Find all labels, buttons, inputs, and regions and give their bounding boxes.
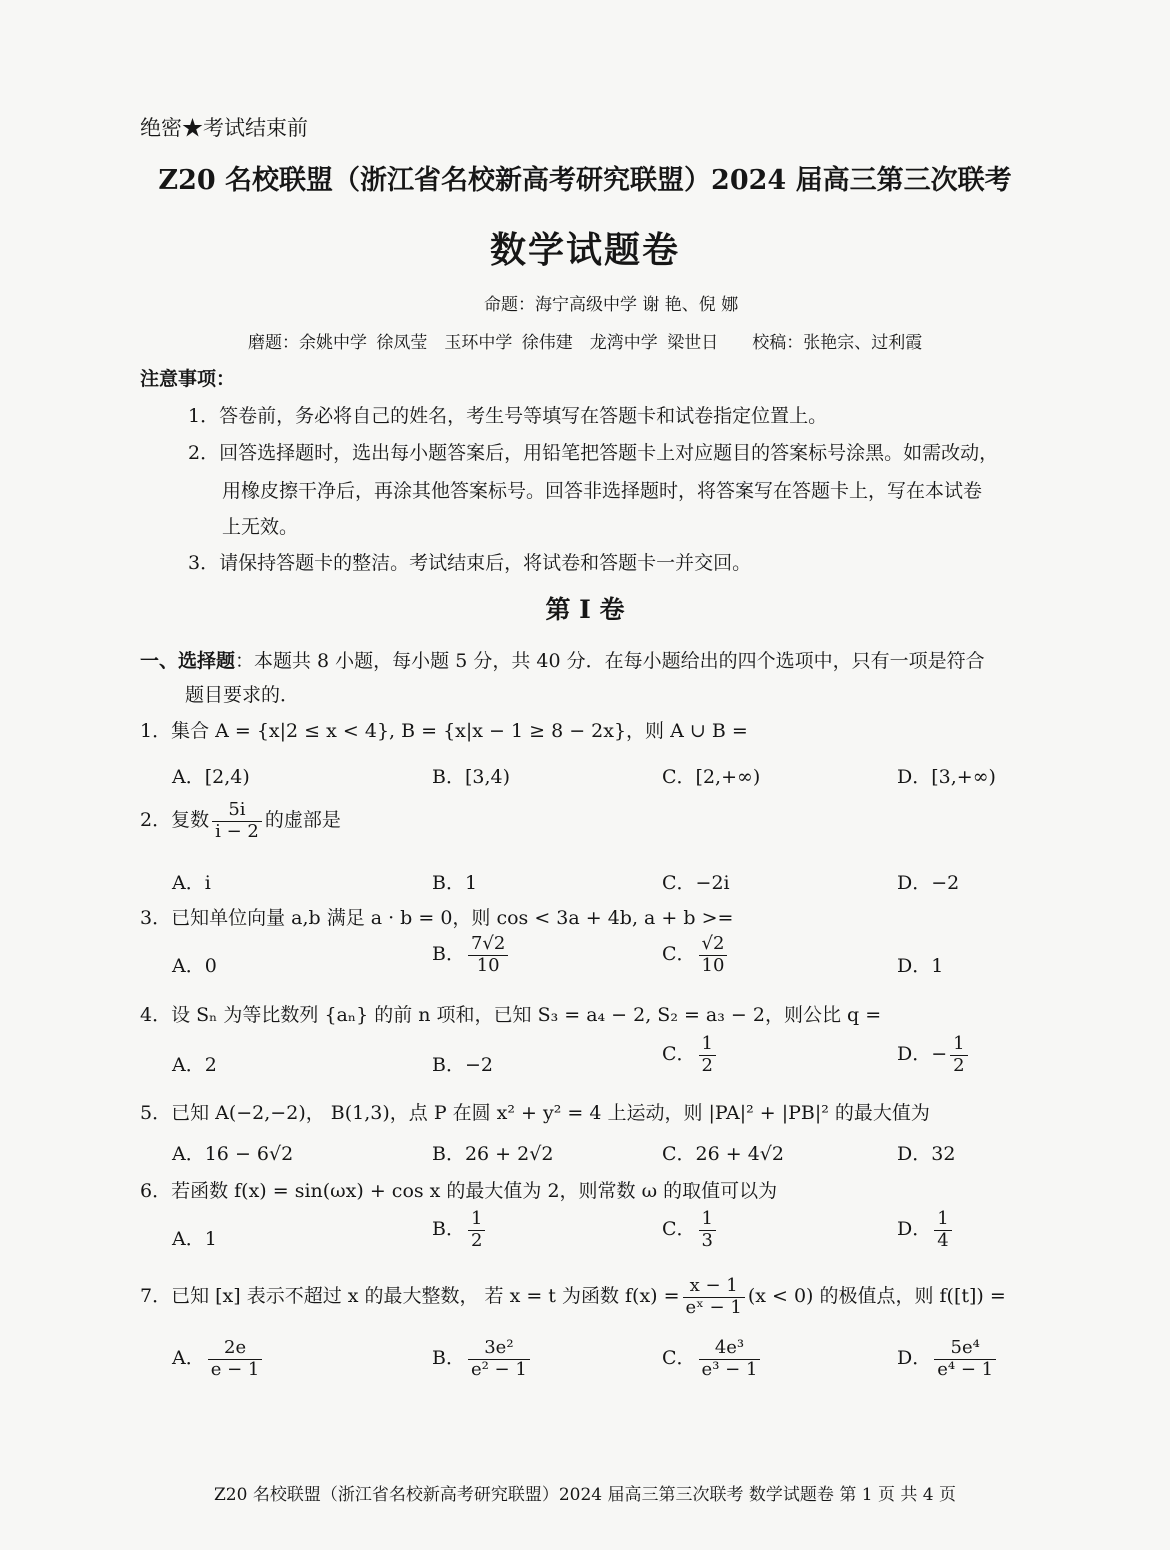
denominator: 2 [468,1230,485,1252]
question-2-stem [140,800,341,842]
q6-option-a: A．1 [172,1228,217,1250]
q7-denominator: eˣ − 1 [683,1297,745,1319]
q6-option-c [662,1209,719,1251]
q3-option-c-label: C． [662,943,696,966]
q5-option-c: C．26 + 4√2 [662,1143,784,1165]
numerator: √2 [701,933,725,954]
q7-option-c-fraction [699,1338,761,1380]
denominator: e² − 1 [468,1359,530,1381]
q7-option-a-fraction [208,1338,263,1380]
q2-option-d: D．−2 [897,872,960,894]
numerator: 1 [937,1208,949,1229]
q6-option-d-label: D． [897,1218,932,1241]
q2-option-a: A．i [172,872,211,894]
q6-option-b-fraction [468,1209,485,1251]
q4-option-b: B．−2 [432,1054,493,1076]
q4-option-d [897,1034,971,1076]
question-3-stem: 3．已知单位向量 a,b 满足 a · b = 0，则 cos < 3a + 4b, a + b >= [140,907,734,929]
denominator: 2 [950,1055,967,1077]
author-credits: 命题：海宁高级中学 谢 艳、倪 娜 [484,295,739,315]
q3-option-b [432,934,511,976]
numerator: 2e [224,1337,247,1358]
q7-fraction [683,1276,745,1318]
q6-option-b-label: B． [432,1218,465,1241]
denominator: 10 [699,955,728,977]
note-item: 2．回答选择题时，选出每小题答案后，用铅笔把答题卡上对应题目的答案标号涂黑。如需改动， [188,442,999,464]
q1-option-a: A．[2,4) [172,766,250,788]
q7-option-d-fraction [934,1338,996,1380]
confidential-label: 绝密★考试结束前 [140,116,308,140]
q7-option-b-label: B． [432,1347,465,1370]
numerator: 3e² [484,1337,514,1358]
q2-fraction [212,800,262,842]
q7-stem-pre: 7．已知 [x] 表示不超过 x 的最大整数， 若 x = t 为函数 f(x) = [140,1285,680,1308]
section-instructions: ：本题共 8 小题，每小题 5 分，共 40 分．在每小题给出的四个选项中，只有一项是符合 [235,650,985,672]
q2-numerator: 5i [228,799,246,820]
note-item-continued: 用橡皮擦干净后，再涂其他答案标号。回答非选择题时，将答案写在答题卡上，写在本试卷 [222,480,983,502]
exam-title: Z20 名校联盟（浙江省名校新高考研究联盟）2024 届高三第三次联考 [158,165,1012,196]
q7-option-c [662,1338,763,1380]
q7-option-b [432,1338,533,1380]
q6-option-c-fraction [699,1209,716,1251]
numerator: 1 [701,1033,713,1054]
q4-option-c-fraction [699,1034,716,1076]
q1-option-d: D．[3,+∞) [897,766,996,788]
denominator: e⁴ − 1 [934,1359,996,1381]
q7-option-a-label: A． [172,1347,205,1370]
q7-option-d-label: D． [897,1347,932,1370]
q4-option-d-label: D．− [897,1043,948,1066]
denominator: e − 1 [208,1359,263,1381]
q4-option-a: A．2 [172,1054,217,1076]
q7-stem-post: (x < 0) 的极值点，则 f([t]) = [747,1285,1006,1308]
question-1-stem: 1．集合 A = {x|2 ≤ x < 4}, B = {x|x − 1 ≥ 8 − 2x}，则 A ∪ B = [140,720,748,742]
q7-option-a [172,1338,265,1380]
denominator: 10 [468,955,508,977]
q2-stem-post: 的虚部是 [264,809,341,832]
q1-option-b: B．[3,4) [432,766,511,788]
q6-option-b [432,1209,488,1251]
q3-option-c-fraction [699,934,728,976]
note-item: 3．请保持答题卡的整洁。考试结束后，将试卷和答题卡一并交回。 [188,552,752,574]
q7-option-d [897,1338,999,1380]
q6-option-c-label: C． [662,1218,696,1241]
q3-option-a: A．0 [172,955,217,977]
numerator: 4e³ [714,1337,745,1358]
note-item: 1．答卷前，务必将自己的姓名，考生号等填写在答题卡和试卷指定位置上。 [188,405,828,427]
q7-numerator: x − 1 [689,1275,738,1296]
q3-option-b-fraction [468,934,508,976]
q3-option-d: D．1 [897,955,944,977]
q1-option-c: C．[2,+∞) [662,766,761,788]
q6-option-d [897,1209,955,1251]
q2-option-b: B．1 [432,872,478,894]
section-instructions-continued: 题目要求的． [185,684,300,706]
q3-option-c [662,934,730,976]
q5-option-d: D．32 [897,1143,956,1165]
denominator: 3 [699,1230,716,1252]
denominator: 4 [934,1230,951,1252]
q5-option-a: A．16 − 6√2 [172,1143,294,1165]
note-item-continued: 上无效。 [222,516,299,538]
review-credits: 磨题：余姚中学 徐凤莹 玉环中学 徐伟建 龙湾中学 梁世日 校稿：张艳宗、过利霞 [248,333,923,353]
q2-stem-pre: 2．复数 [140,809,210,832]
q4-option-c [662,1034,719,1076]
q5-option-b: B．26 + 2√2 [432,1143,554,1165]
question-6-stem: 6．若函数 f(x) = sin(ωx) + cos x 的最大值为 2，则常数 ω 的取值可以为 [140,1180,778,1202]
numerator: 7√2 [470,933,506,954]
q2-option-c: C．−2i [662,872,730,894]
numerator: 1 [470,1208,483,1229]
denominator: e³ − 1 [699,1359,761,1381]
q2-denominator: i − 2 [212,821,262,843]
denominator: 2 [699,1055,716,1077]
q4-option-d-fraction [950,1034,967,1076]
q7-option-c-label: C． [662,1347,696,1370]
numerator: 5e⁴ [950,1337,980,1358]
section-label: 一、选择题 [140,650,236,672]
q7-option-b-fraction [468,1338,530,1380]
question-4-stem: 4．设 Sₙ 为等比数列 {aₙ} 的前 n 项和，已知 S₃ = a₄ − 2, S₂ = a₃ − 2，则公比 q = [140,1004,882,1026]
paper-title: 数学试题卷 [489,229,680,271]
q4-option-c-label: C． [662,1043,696,1066]
notes-heading: 注意事项： [140,368,236,390]
question-5-stem: 5．已知 A(−2,−2)， B(1,3)，点 P 在圆 x² + y² = 4 上运动，则 |PA|² + |PB|² 的最大值为 [140,1102,930,1124]
page-footer: Z20 名校联盟（浙江省名校新高考研究联盟）2024 届高三第三次联考 数学试题卷 第 1 页 共 4 页 [214,1485,956,1505]
q6-option-d-fraction [934,1209,951,1251]
q3-option-b-label: B． [432,943,465,966]
section-heading [140,646,985,673]
numerator: 1 [701,1208,713,1229]
question-7-stem [140,1276,1006,1318]
part-title: 第 I 卷 [545,595,625,624]
numerator: 1 [953,1033,965,1054]
